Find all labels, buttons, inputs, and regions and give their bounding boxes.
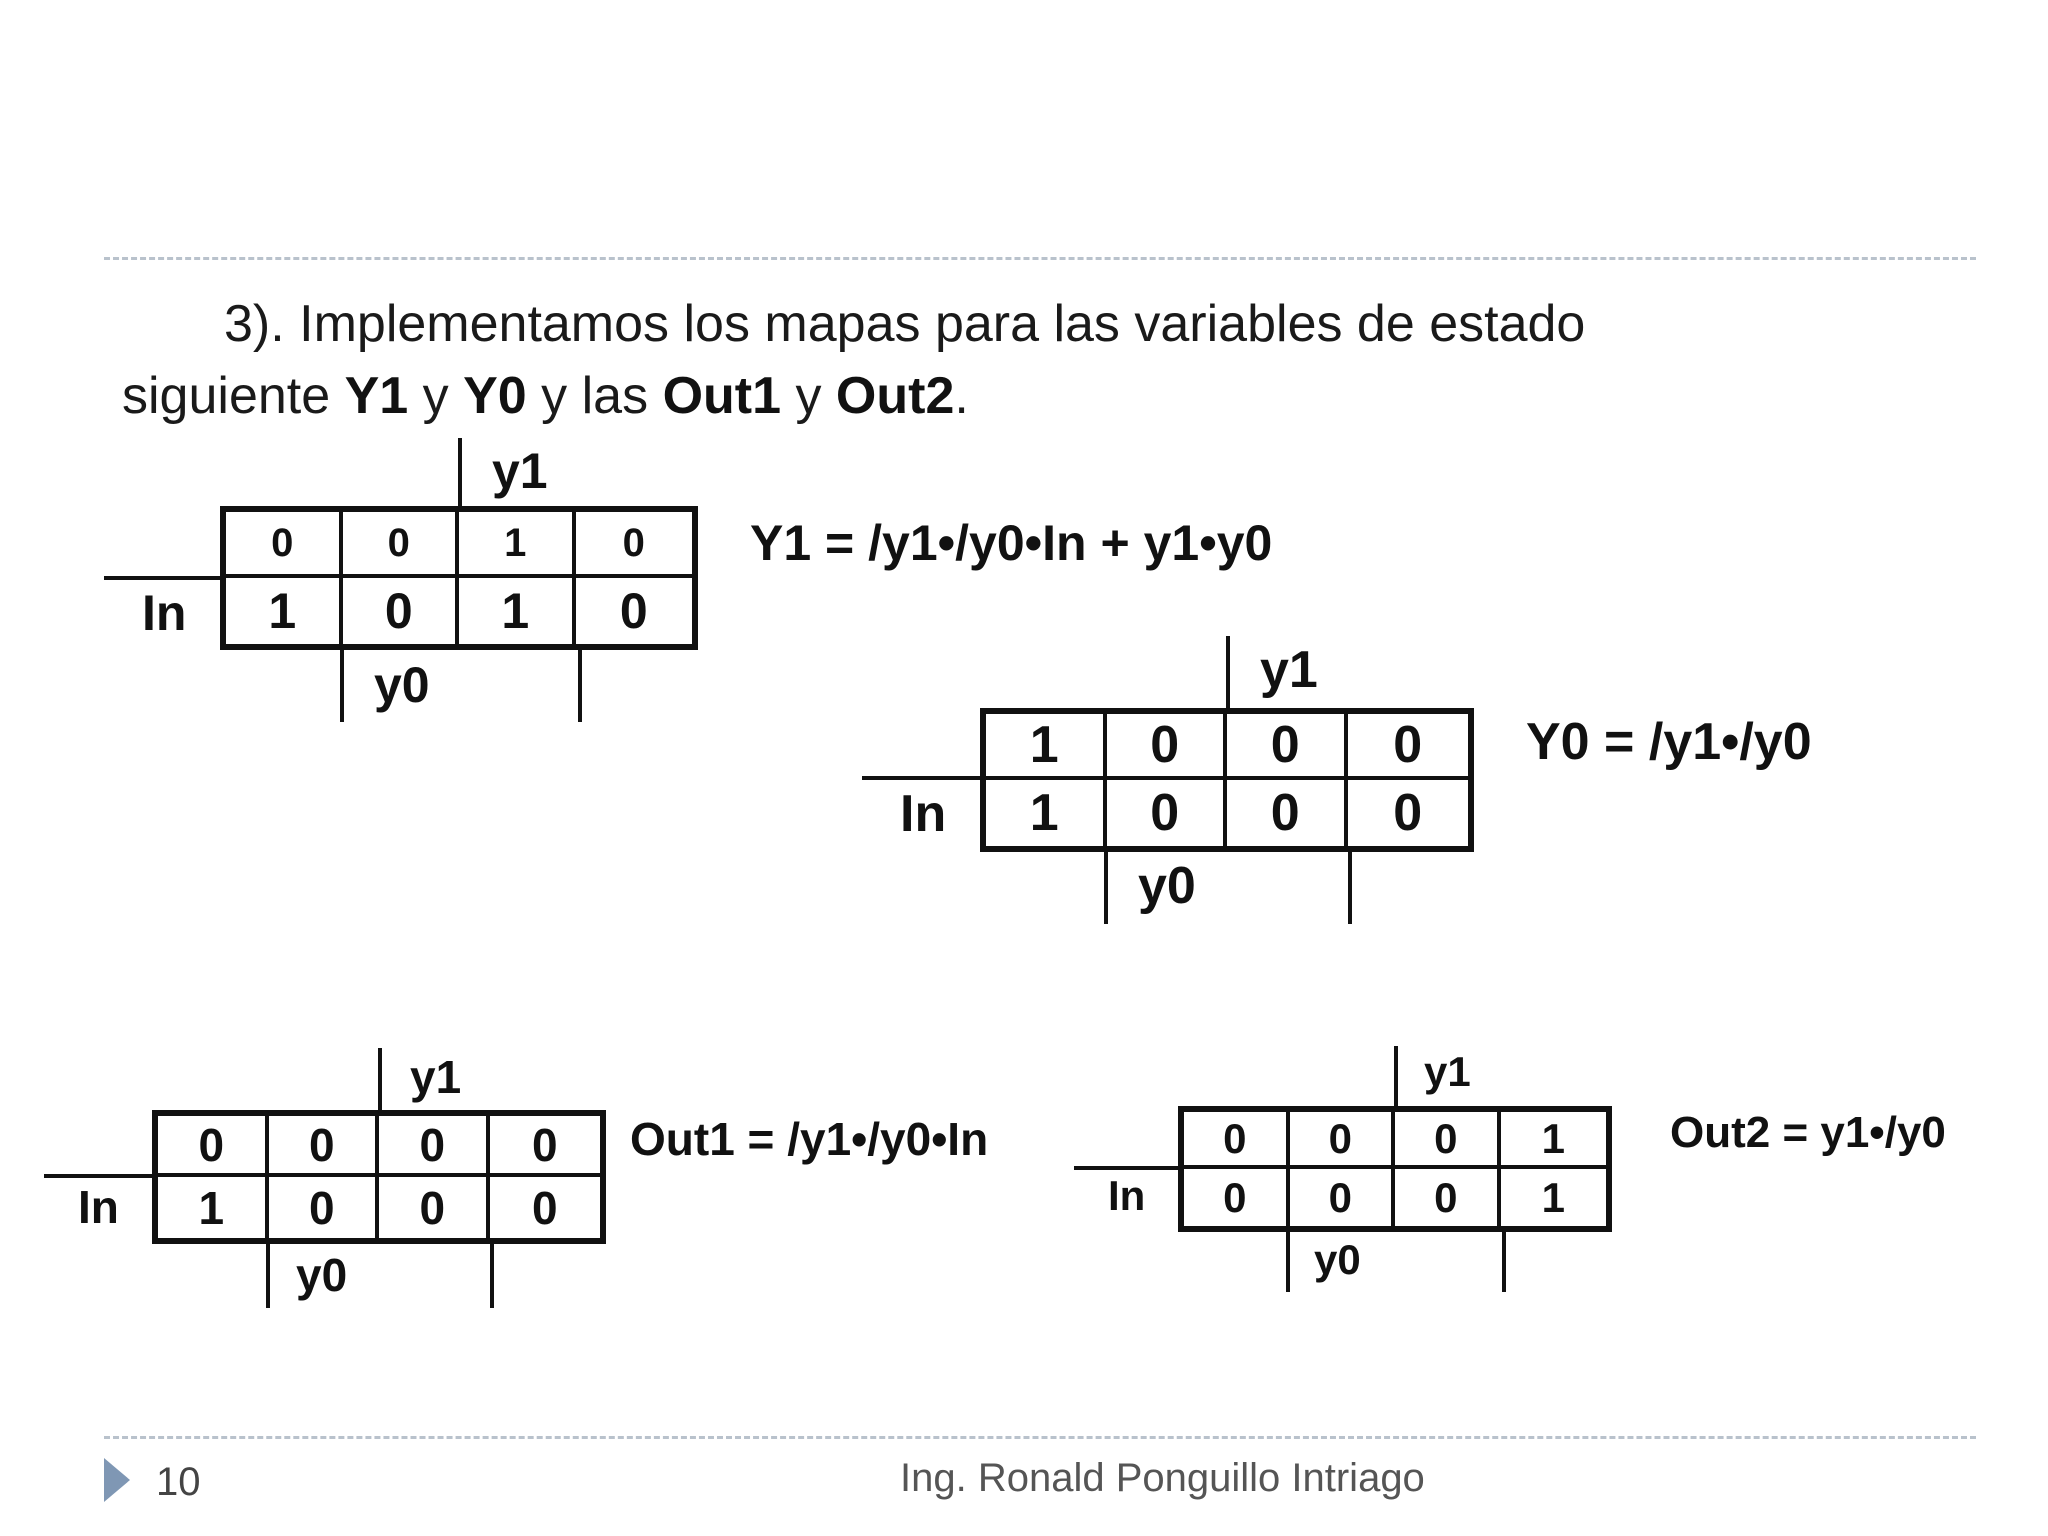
kmap-y1-grid xyxy=(220,506,698,650)
kmap-y1 xyxy=(104,438,704,728)
kmap-out1-line xyxy=(266,1244,270,1308)
kmap-cell: 0 xyxy=(576,512,693,578)
kmap-cell: 0 xyxy=(379,1177,490,1238)
intro-line-2 xyxy=(122,367,969,425)
kmap-y0-line xyxy=(1348,852,1352,924)
kmap-cell: 0 xyxy=(269,1177,380,1238)
page-number: 10 xyxy=(156,1460,201,1504)
kmap-cell: 1 xyxy=(986,714,1107,780)
kmap-cell: 0 xyxy=(531,1181,558,1234)
kmap-cell: 0 xyxy=(1348,714,1469,780)
kmap-out1-label-in: In xyxy=(78,1181,119,1233)
equation-y0: Y0 = /y1•/y0 xyxy=(1526,713,1812,771)
kmap-out2-line xyxy=(1394,1046,1398,1106)
kmap-out2-label-y1: y1 xyxy=(1424,1048,1471,1095)
kmap-cell: 1 xyxy=(1541,1173,1565,1221)
triangle-right-icon xyxy=(104,1458,130,1502)
intro-bold-out1: Out1 xyxy=(662,367,782,425)
kmap-out1-line xyxy=(44,1174,156,1178)
kmap-out1-label-y0: y0 xyxy=(296,1249,348,1301)
kmap-cell: 0 xyxy=(1184,1112,1290,1169)
kmap-cell: 0 xyxy=(379,1116,490,1177)
kmap-y1-line xyxy=(578,650,582,722)
kmap-y0-label-in: In xyxy=(900,785,947,843)
kmap-y0 xyxy=(862,636,1482,926)
kmap-cell: 0 xyxy=(343,512,460,578)
kmap-cell: 0 xyxy=(1290,1169,1396,1226)
kmap-y1-label-y1: y1 xyxy=(492,443,548,499)
kmap-cell: 1 xyxy=(158,1177,269,1238)
intro-bold-y0: Y0 xyxy=(463,367,527,425)
kmap-cell: 0 xyxy=(1107,780,1228,846)
kmap-y0-line xyxy=(1104,852,1108,924)
kmap-cell: 0 xyxy=(490,1116,601,1177)
kmap-y1-label-y0: y0 xyxy=(374,657,430,713)
kmap-cell: 0 xyxy=(226,512,343,578)
top-divider xyxy=(104,257,1976,260)
kmap-y1-line xyxy=(340,650,344,722)
kmap-cell: 0 xyxy=(1184,1169,1290,1226)
kmap-y0-label-y0: y0 xyxy=(1138,857,1196,915)
kmap-out1-label-y1: y1 xyxy=(410,1051,462,1103)
kmap-cell: 0 xyxy=(158,1116,269,1177)
kmap-out1-grid xyxy=(152,1110,606,1244)
kmap-y0-grid xyxy=(980,708,1474,852)
intro-text-run: y las xyxy=(526,367,663,425)
kmap-cell: 1 xyxy=(459,578,576,644)
kmap-y1-line xyxy=(458,438,462,506)
intro-text-run: siguiente xyxy=(122,367,345,425)
kmap-cell: 0 xyxy=(343,578,460,644)
kmap-out2-label-y0: y0 xyxy=(1314,1236,1361,1283)
kmap-cell: 0 xyxy=(1395,1169,1501,1226)
bottom-divider xyxy=(104,1436,1976,1439)
kmap-cell: 0 xyxy=(1227,714,1348,780)
kmap-y0-line xyxy=(1226,636,1230,708)
kmap-cell: 1 xyxy=(226,578,343,644)
kmap-out2-grid xyxy=(1178,1106,1612,1232)
kmap-cell: 0 xyxy=(619,583,648,639)
intro-bold-out2: Out2 xyxy=(835,367,955,425)
intro-text xyxy=(122,288,1962,432)
kmap-cell: 1 xyxy=(459,512,576,578)
kmap-y1-line xyxy=(104,576,224,580)
kmap-cell: 0 xyxy=(1395,1112,1501,1169)
kmap-y1-label-in: In xyxy=(142,585,187,641)
intro-line-1: 3). Implementamos los mapas para las variables de estado xyxy=(224,295,1586,353)
kmap-cell: 1 xyxy=(1501,1112,1607,1169)
kmap-out2-line xyxy=(1502,1232,1506,1292)
kmap-cell: 0 xyxy=(1227,780,1348,846)
kmap-out2-line xyxy=(1286,1232,1290,1292)
intro-text-run: . xyxy=(954,367,969,425)
kmap-out1 xyxy=(44,1048,614,1312)
kmap-y0-label-y1: y1 xyxy=(1260,641,1318,699)
kmap-cell: 0 xyxy=(269,1116,380,1177)
equation-y1: Y1 = /y1•/y0•In + y1•y0 xyxy=(750,515,1273,571)
kmap-out1-line xyxy=(490,1244,494,1308)
kmap-cell: 0 xyxy=(1393,784,1423,842)
kmap-out2-label-in: In xyxy=(1108,1172,1146,1219)
kmap-out2-line xyxy=(1074,1166,1182,1170)
author-name: Ing. Ronald Ponguillo Intriago xyxy=(900,1456,1425,1500)
intro-bold-y1: Y1 xyxy=(344,367,409,425)
kmap-y0-line xyxy=(862,776,984,780)
equation-out2: Out2 = y1•/y0 xyxy=(1670,1108,1946,1157)
kmap-cell: 0 xyxy=(1107,714,1228,780)
kmap-cell: 0 xyxy=(1290,1112,1396,1169)
equation-out1: Out1 = /y1•/y0•In xyxy=(630,1113,989,1165)
kmap-out1-line xyxy=(378,1048,382,1110)
intro-text-run: y xyxy=(781,367,836,425)
kmap-cell: 1 xyxy=(986,780,1107,846)
intro-text-run: y xyxy=(408,367,464,425)
kmap-out2 xyxy=(1074,1046,1622,1296)
